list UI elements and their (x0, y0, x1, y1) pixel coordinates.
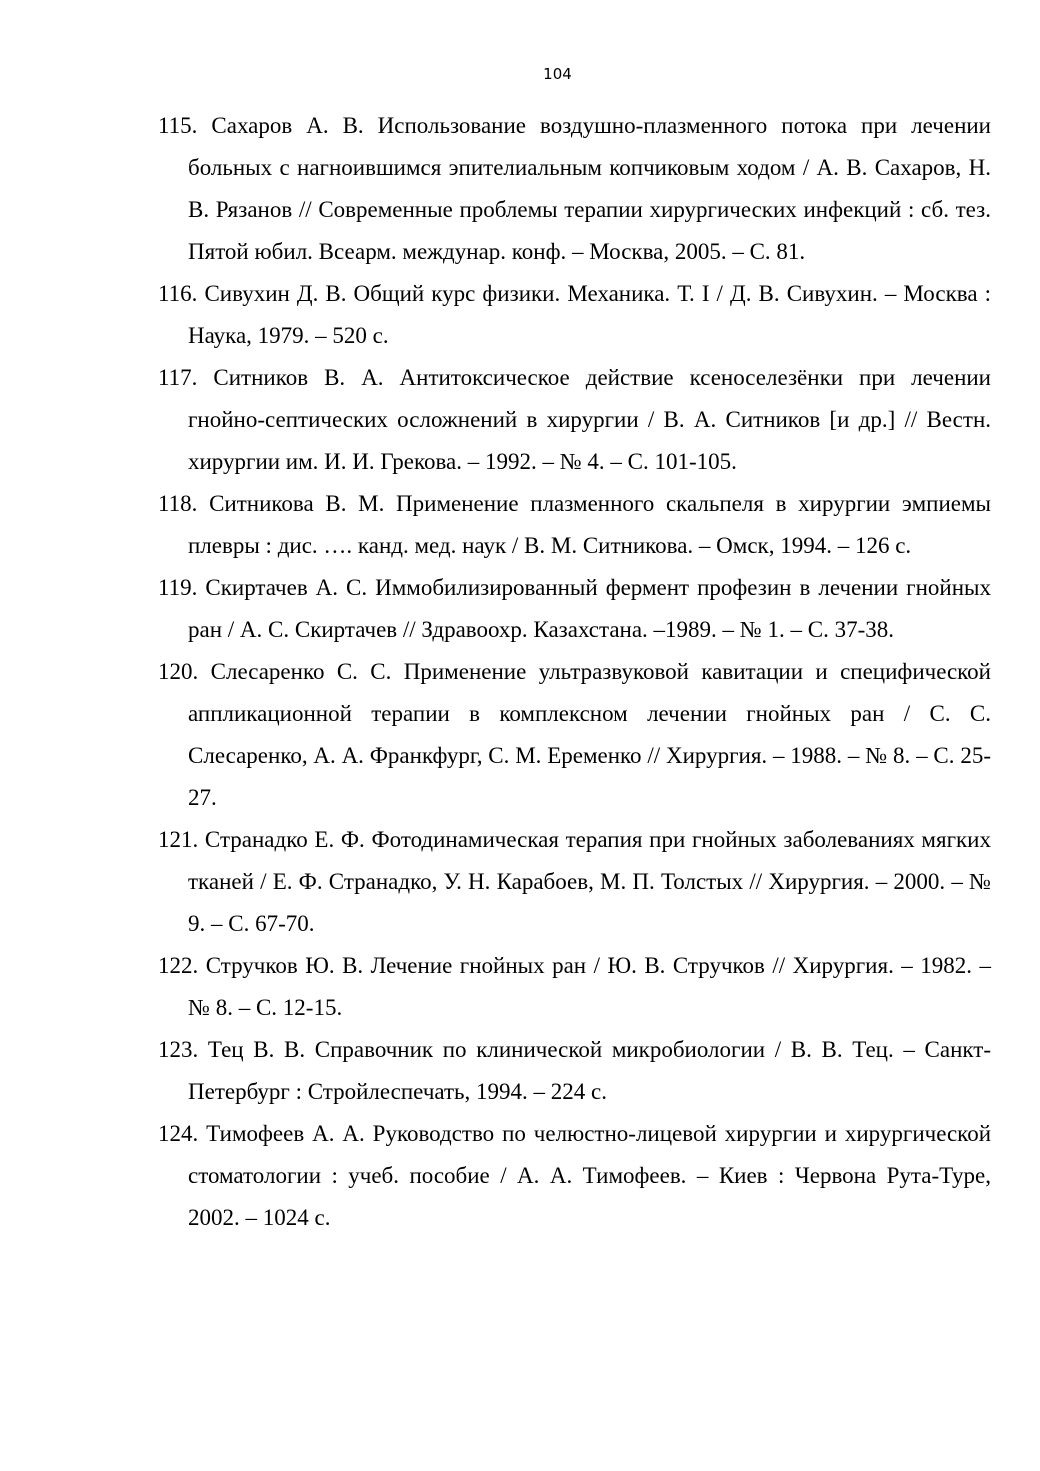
reference-item-121: 121. Странадко Е. Ф. Фотодинамическая терапия при гнойных заболеваниях мягких тканей / Е. Ф. Странадко, У. Н. Карабоев, М. П. Толстых // Хирургия. – 2000. – № 9. – С. 67-70. (158, 827, 991, 936)
reference-list (158, 105, 991, 1239)
reference-item-123: 123. Тец В. В. Справочник по клинической микробиологии / В. В. Тец. – Санкт-Петербург : Стройлеспечать, 1994. – 224 с. (158, 1037, 991, 1104)
reference-item-124: 124. Тимофеев А. А. Руководство по челюстно-лицевой хирургии и хирургической стоматологии : учеб. пособие / А. А. Тимофеев. – Киев : Червона Рута-Туре, 2002. – 1024 с. (158, 1121, 991, 1230)
reference-item-116: 116. Сивухин Д. В. Общий курс физики. Механика. Т. I / Д. В. Сивухин. – Москва : Наука, 1979. – 520 с. (158, 281, 991, 348)
reference-item-122: 122. Стручков Ю. В. Лечение гнойных ран / Ю. В. Стручков // Хирургия. – 1982. – № 8. – С. 12-15. (158, 953, 991, 1020)
reference-item-115: 115. Сахаров А. В. Использование воздушно-плазменного потока при лечении больных с нагноившимся эпителиальным копчиковым ходом / А. В. Сахаров, Н. В. Рязанов // Современные проблемы терапии хирургических инфекций : сб. тез. Пятой юбил. Всеарм. междунар. конф. – Москва, 2005. – С. 81. (158, 113, 991, 264)
reference-item-117: 117. Ситников В. А. Антитоксическое действие ксеноселезёнки при лечении гнойно-септических осложнений в хирургии / В. А. Ситников [и др.] // Вестн. хирургии им. И. И. Грекова. – 1992. – № 4. – С. 101-105. (158, 365, 991, 474)
reference-item-120: 120. Слесаренко С. С. Применение ультразвуковой кавитации и специфической аппликационной терапии в комплексном лечении гнойных ран / С. С. Слесаренко, А. А. Франкфург, С. М. Еременко // Хирургия. – 1988. – № 8. – С. 25-27. (158, 659, 991, 810)
page-number: 104 (543, 65, 572, 83)
reference-item-118: 118. Ситникова В. М. Применение плазменного скальпеля в хирургии эмпиемы плевры : дис. …. канд. мед. наук / В. М. Ситникова. – Омск, 1994. – 126 с. (158, 491, 991, 558)
reference-item-119: 119. Скиртачев А. С. Иммобилизированный фермент профезин в лечении гнойных ран / А. С. Скиртачев // Здравоохр. Казахстана. –1989. – № 1. – С. 37-38. (158, 575, 991, 642)
